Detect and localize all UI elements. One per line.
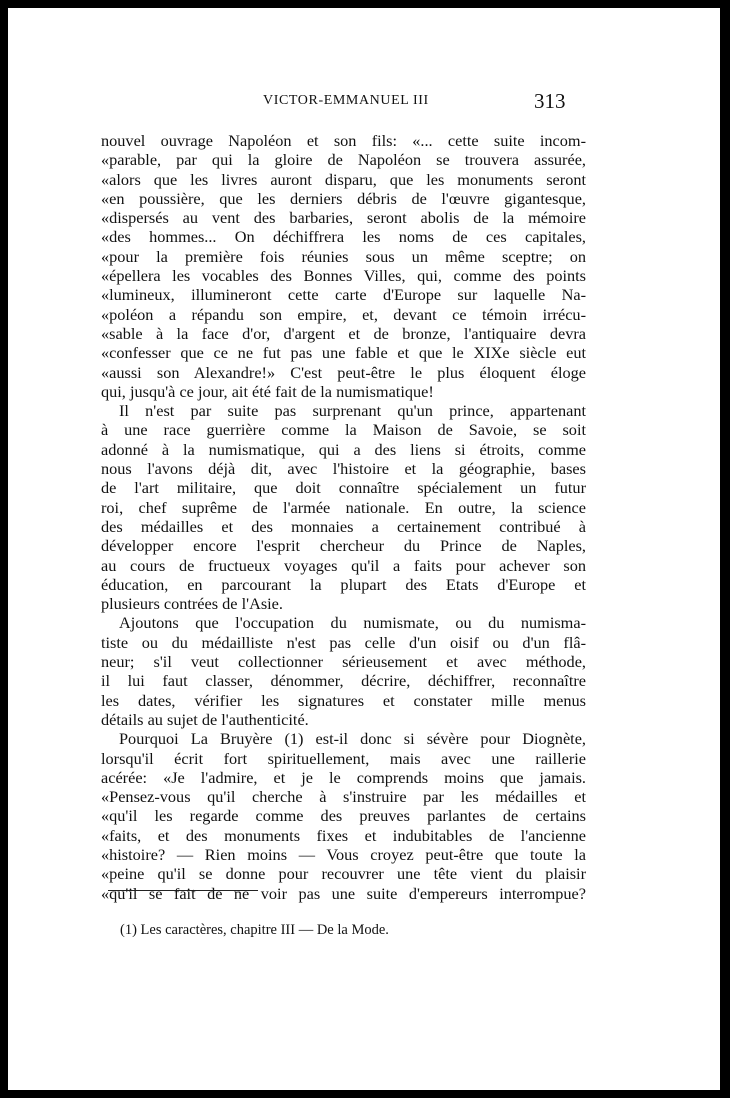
text-line: à une race guerrière comme la Maison de Savoie, se soit — [101, 420, 586, 440]
body-text — [101, 131, 586, 903]
text-line: lorsqu'il écrit fort spirituellement, mais avec une raillerie — [101, 748, 586, 768]
text-line: «faits, et des monuments fixes et indubitables de l'ancienne — [101, 825, 586, 845]
text-line: «histoire? — Rien moins — Vous croyez peut-être que toute la — [101, 844, 586, 864]
text-line: «Pensez-vous qu'il cherche à s'instruire par les médailles et — [101, 787, 586, 807]
text-line: «des hommes... On déchiffrera les noms de ces capitales, — [101, 227, 586, 247]
text-line: «parable, par qui la gloire de Napoléon se trouvera assurée, — [101, 150, 586, 170]
text-line: «alors que les livres auront disparu, que les monuments seront — [101, 169, 586, 189]
text-line: «qu'il les regarde comme des preuves parlantes de certains — [101, 806, 586, 826]
text-line: «en poussière, que les derniers débris de l'œuvre gigantesque, — [101, 188, 586, 208]
page-header — [8, 91, 720, 113]
text-line: développer encore l'esprit chercheur du Prince de Naples, — [101, 536, 586, 556]
text-line: neur; s'il veut collectionner sérieusement et avec méthode, — [101, 652, 586, 672]
text-line: adonné à la numismatique, qui a des liens si étroits, comme — [101, 439, 586, 459]
text-line: Il n'est par suite pas surprenant qu'un prince, appartenant — [119, 401, 586, 421]
text-line: «pour la première fois réunies sous un même sceptre; on — [101, 246, 586, 266]
text-line: au cours de fructueux voyages qu'il a faits pour achever son — [101, 555, 586, 575]
page-number: 313 — [534, 89, 566, 113]
running-title: VICTOR-EMMANUEL III — [263, 93, 429, 108]
text-line: «confesser que ce ne fut pas une fable et que le XIXe siècle eut — [101, 343, 586, 363]
text-line: nouvel ouvrage Napoléon et son fils: «... cette suite incom- — [101, 131, 586, 150]
text-line: les dates, vérifier les signatures et constater mille menus — [101, 690, 586, 710]
text-line: nous l'avons déjà dit, avec l'histoire et la géographie, bases — [101, 459, 586, 479]
text-line: «sable à la face d'or, d'argent et de bronze, l'antiquaire devra — [101, 323, 586, 343]
text-line: tiste ou du médailliste n'est pas celle d'un oisif ou d'un flâ- — [101, 632, 586, 652]
text-line: de l'art militaire, que doit connaître spécialement un futur — [101, 478, 586, 498]
text-line: «peine qu'il se donne pour recouvrer une tête vient du plaisir — [101, 864, 586, 884]
text-line: «lumineux, illumineront cette carte d'Europe sur laquelle Na- — [101, 285, 586, 305]
text-line: il lui faut classer, dénommer, décrire, déchiffrer, reconnaître — [101, 671, 586, 691]
text-line: Ajoutons que l'occupation du numismate, ou du numisma- — [119, 613, 586, 633]
text-line: «dispersés au vent des barbaries, seront abolis de la mémoire — [101, 208, 586, 228]
text-line: «aussi son Alexandre!» C'est peut-être le plus éloquent éloge — [101, 362, 586, 382]
book-page — [8, 8, 720, 1090]
text-line: détails au sujet de l'authenticité. — [101, 709, 309, 729]
text-line: des médailles et des monnaies a certainement contribué à — [101, 516, 586, 536]
text-line: «poléon a répandu son empire, et, devant ce témoin irrécu- — [101, 304, 586, 324]
text-line: roi, chef suprême de l'armée nationale. En outre, la science — [101, 497, 586, 517]
text-line: éducation, en parcourant la plupart des Etats d'Europe et — [101, 574, 586, 594]
text-line: qui, jusqu'à ce jour, ait été fait de la numismatique! — [101, 381, 434, 401]
text-line: plusieurs contrées de l'Asie. — [101, 594, 283, 614]
footnote-divider — [108, 890, 258, 891]
text-line: Pourquoi La Bruyère (1) est-il donc si sévère pour Diognète, — [119, 729, 586, 749]
text-line: «épellera les vocables des Bonnes Villes, qui, comme des points — [101, 266, 586, 286]
text-line: «qu'il se fait de ne voir pas une suite d'empereurs interrompue? — [101, 883, 586, 903]
text-line: acérée: «Je l'admire, et je le comprends moins que jamais. — [101, 767, 586, 787]
footnote: (1) Les caractères, chapitre III — De la Mode. — [120, 922, 389, 938]
